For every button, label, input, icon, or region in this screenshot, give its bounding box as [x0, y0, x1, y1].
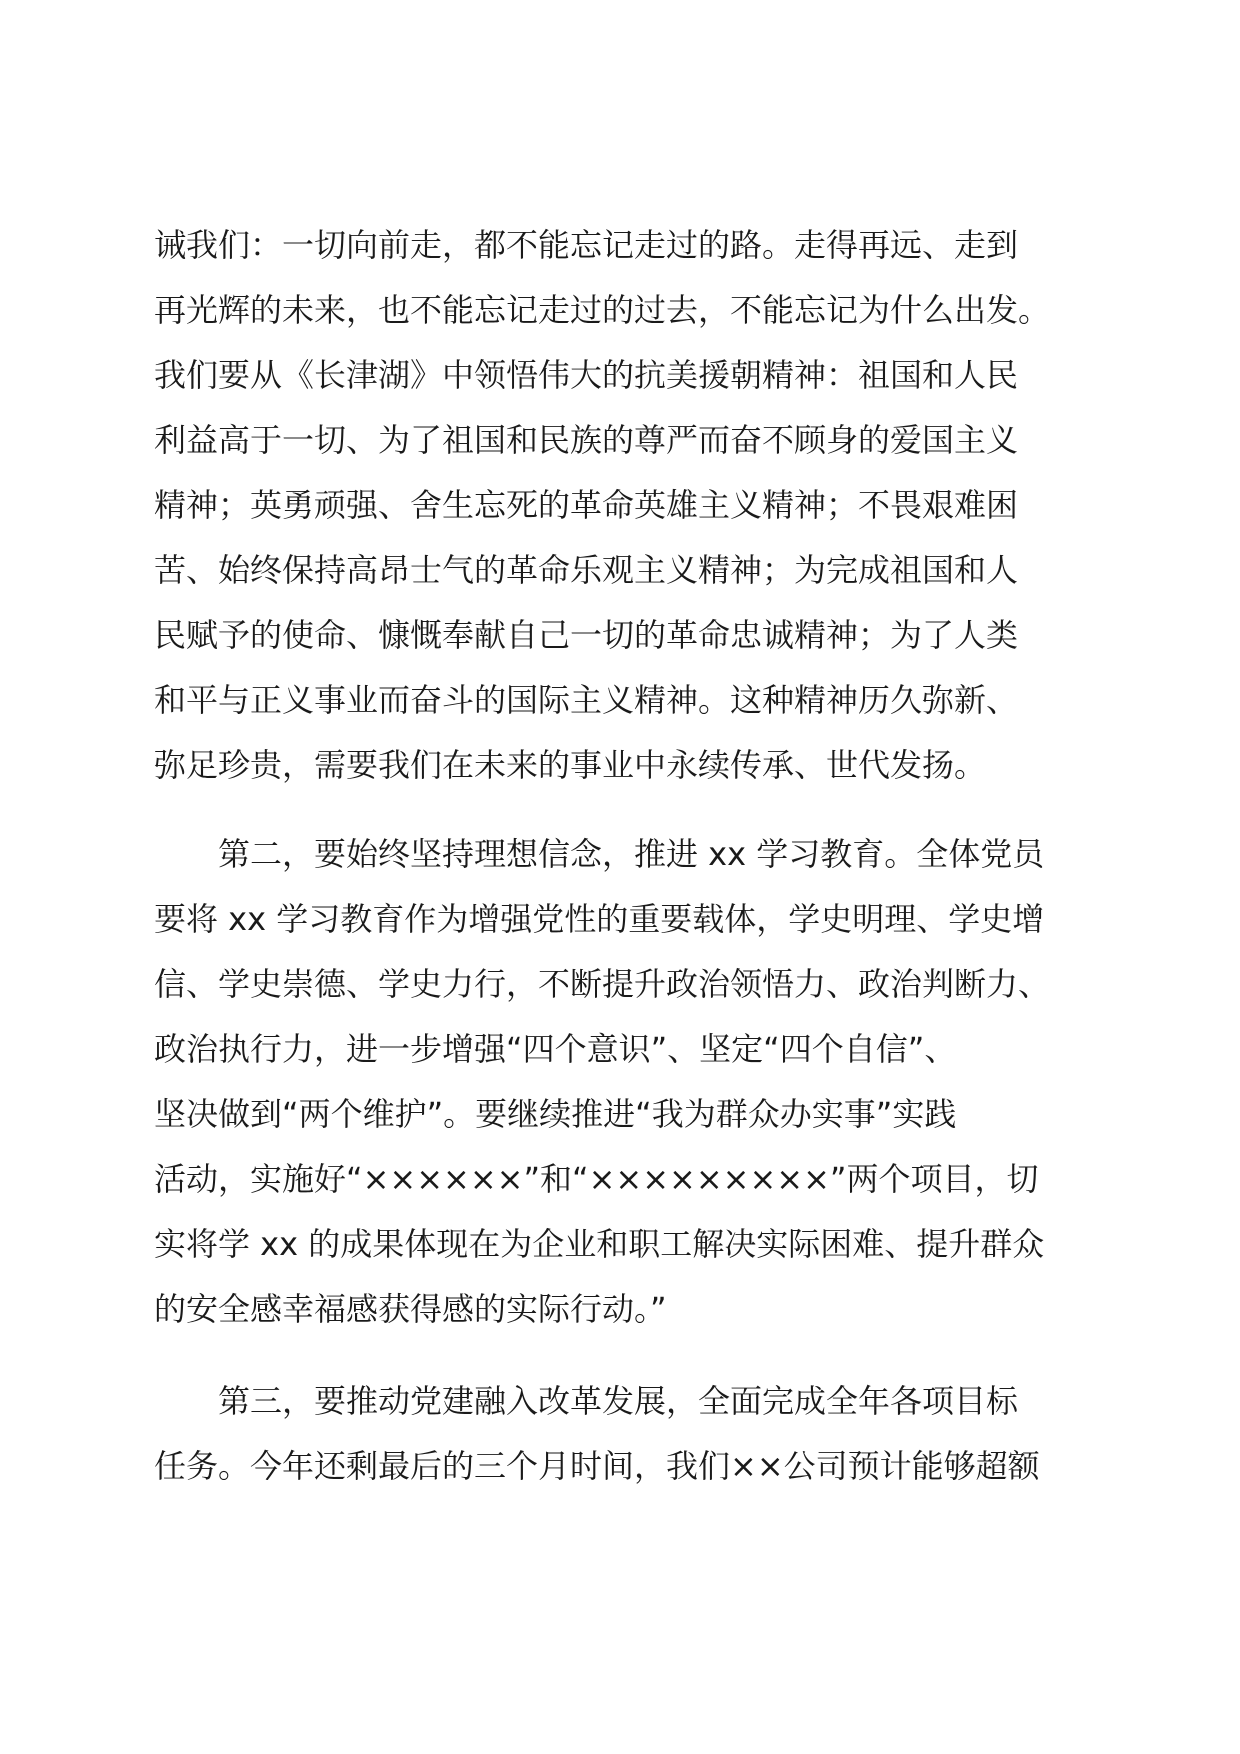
text-line: 政治执行力，进一步增强“四个意识”、坚定“四个自信”、 [154, 1030, 957, 1068]
paragraph-3 [154, 1369, 1094, 1499]
text-line: 实将学 xx 的成果体现在为企业和职工解决实际困难、提升群众 [154, 1225, 1045, 1263]
text-line: 苦、始终保持高昂士气的革命乐观主义精神；为完成祖国和人 [154, 551, 1019, 589]
text-line: 利益高于一切、为了祖国和民族的尊严而奋不顾身的爱国主义 [154, 421, 1019, 459]
text-line: 第三，要推动党建融入改革发展，全面完成全年各项目标 [154, 1382, 1019, 1420]
text-line: 任务。今年还剩最后的三个月时间，我们××公司预计能够超额 [154, 1447, 1040, 1485]
text-line: 精神；英勇顽强、舍生忘死的革命英雄主义精神；不畏艰难困 [154, 486, 1019, 524]
text-line: 诫我们：一切向前走，都不能忘记走过的路。走得再远、走到 [154, 226, 1019, 264]
paragraph-2 [154, 822, 1094, 1342]
text-line: 的安全感幸福感获得感的实际行动。” [154, 1290, 667, 1328]
text-line: 信、学史崇德、学史力行，不断提升政治领悟力、政治判断力、 [154, 965, 1051, 1003]
text-line: 第二，要始终坚持理想信念，推进 xx 学习教育。全体党员 [154, 835, 1045, 873]
text-line: 和平与正义事业而奋斗的国际主义精神。这种精神历久弥新、 [154, 681, 1019, 719]
text-line: 我们要从《长津湖》中领悟伟大的抗美援朝精神：祖国和人民 [154, 356, 1019, 394]
paragraph-1 [154, 213, 1094, 798]
text-line: 活动，实施好“××××××”和“×××××××××”两个项目，切 [154, 1160, 1039, 1198]
text-line: 坚决做到“两个维护”。要继续推进“我为群众办实事”实践 [154, 1095, 957, 1133]
text-line: 再光辉的未来，也不能忘记走过的过去，不能忘记为什么出发。 [154, 291, 1051, 329]
text-line: 弥足珍贵，需要我们在未来的事业中永续传承、世代发扬。 [154, 746, 987, 784]
text-line: 民赋予的使命、慷慨奉献自己一切的革命忠诚精神；为了人类 [154, 616, 1019, 654]
text-line: 要将 xx 学习教育作为增强党性的重要载体，学史明理、学史增 [154, 900, 1045, 938]
